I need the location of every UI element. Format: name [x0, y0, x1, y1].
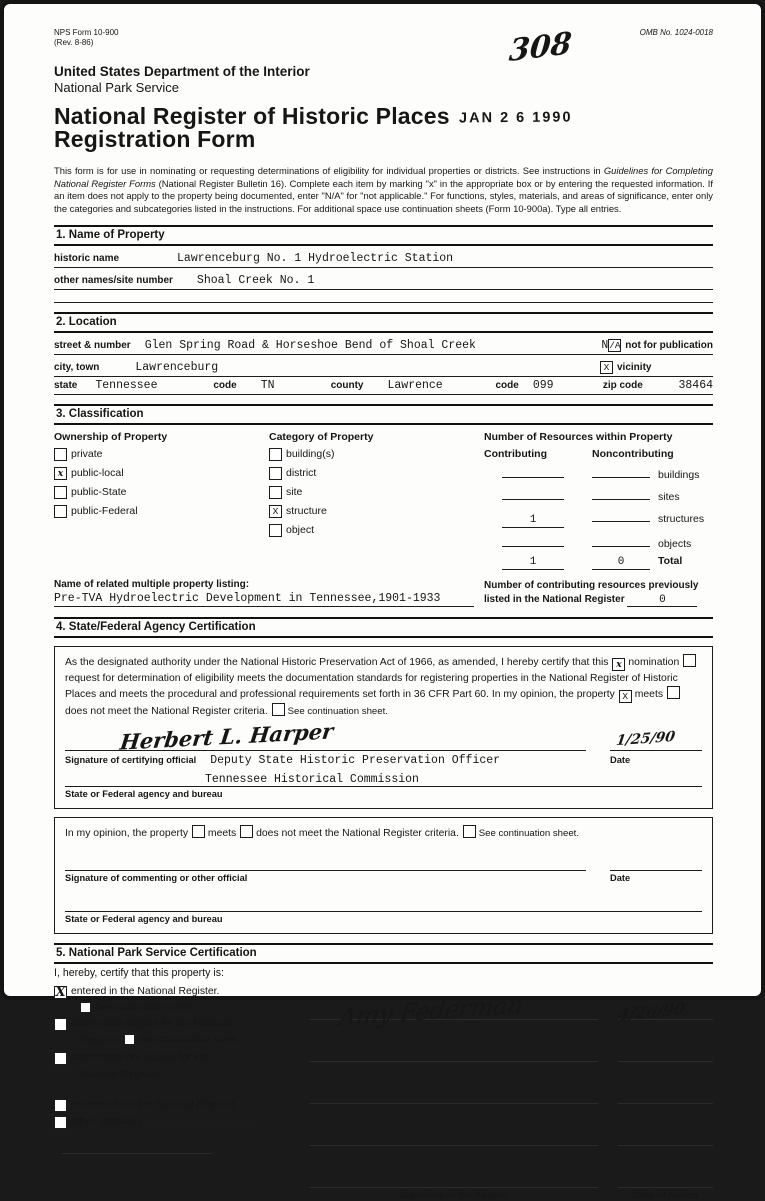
signature-line-4[interactable]: [309, 1131, 598, 1146]
keeper-date-script: 4/26/90: [616, 997, 687, 1025]
keeper-row-4: [309, 1131, 713, 1146]
commenting-signature-row: [65, 854, 702, 871]
blank-row: [54, 290, 713, 303]
ownership-option-public-state: [54, 486, 269, 499]
received-date-stamp: JAN 2 6 1990: [458, 109, 573, 127]
agency-line-1: United States Department of the Interior: [54, 64, 310, 79]
keeper-row-2: [309, 1047, 713, 1062]
zip-value[interactable]: 38464: [678, 378, 713, 392]
resource-row-structures: [484, 508, 713, 528]
entered-continuation-label: See continuation sheet.: [95, 1001, 196, 1013]
commenting-date-field[interactable]: [610, 854, 702, 871]
vicinity-mark: X: [603, 361, 610, 373]
instructions-italic: Guidelines for Completing National Register Forms: [54, 164, 713, 189]
does-not-meet2-label: does not meet the National Register criteria.: [256, 828, 459, 840]
commenting-date-label: Date: [610, 872, 631, 883]
sites-row-label: sites: [658, 490, 680, 503]
city-value: Lawrenceburg: [135, 360, 219, 374]
category-column: [269, 431, 484, 575]
resources-title: Number of Resources within Property: [484, 430, 673, 443]
nps-certification-intro: I, hereby, certify that this property is:: [54, 966, 224, 979]
street-row: [54, 333, 713, 355]
commenting-certification-box: [54, 817, 713, 933]
certification-statement: [65, 654, 702, 720]
does-not-meet-checkbox[interactable]: [667, 686, 680, 699]
certifying-signature-label: Signature of certifying official: [65, 754, 197, 765]
not-eligible-label2: National Register.: [80, 1068, 163, 1080]
buildings-row-label: buildings: [658, 468, 700, 481]
meets-mark: X: [622, 691, 629, 703]
commenting-signature-labels: [65, 872, 702, 886]
request-checkbox[interactable]: [683, 654, 696, 667]
keeper-labels-row: [309, 1190, 713, 1201]
other-names-row: [54, 268, 713, 290]
agency-line-2: National Park Service: [54, 80, 179, 95]
instructions-part2: (National Register Bulletin 16). Complete each item by marking "x" in the appropriate box or by entering the requested information. If an item does not apply to the property being documented, enter "N/A" for "not applicable." For functions, styles, materials, and areas of significance, enter only the categories and subcategories listed in the instructions. For additional space use continuation sheets (Form 10-900a). Type all entries.: [54, 177, 713, 214]
handwritten-page-number: 308: [507, 25, 573, 70]
entered-continuation-checkbox[interactable]: [80, 1002, 91, 1013]
keeper-label: Signature of the Keeper: [399, 1189, 508, 1201]
related-listing-row: [54, 579, 713, 608]
date-line-4[interactable]: [618, 1131, 713, 1146]
nps-certification-body: [54, 985, 713, 1201]
keeper-row-3: [309, 1089, 713, 1104]
nomination-label: nomination: [628, 656, 680, 668]
contributing-header: Contributing: [484, 447, 547, 460]
noncontributing-total-field[interactable]: 0: [592, 556, 650, 570]
object-label: object: [286, 524, 315, 537]
certifying-official-title: Deputy State Historic Preservation Officer: [210, 753, 501, 767]
structure-checkbox[interactable]: [269, 505, 282, 518]
commenting-statement: [65, 825, 702, 842]
does-not-meet2-checkbox[interactable]: [240, 825, 253, 838]
does-not-meet-label: does not meet the National Register criteria.: [65, 706, 268, 718]
other-label: other, (explain:): [71, 1115, 143, 1127]
nomination-checkbox[interactable]: [612, 658, 625, 671]
noncontributing-structures-field[interactable]: [592, 508, 650, 522]
city-field[interactable]: [99, 357, 600, 375]
keeper-row-final: [309, 1173, 713, 1188]
state-code-label: code: [213, 379, 237, 391]
continuation2-label: See continuation sheet.: [478, 828, 580, 840]
resource-row-buildings: [484, 464, 713, 481]
certifying-date-script: 1/25/90: [615, 728, 677, 750]
state-value[interactable]: Tennessee: [95, 378, 158, 392]
certifying-signature-script: Herbert L. Harper: [118, 718, 335, 756]
public-federal-label: public-Federal: [71, 505, 138, 518]
cert-seg2: request for determination of eligibility meets the documentation standards for registering properties in the National Register of Historic Places and meets the procedural and professional requirements set forth in 36 CFR Part 60. In my opinion, the property: [65, 672, 678, 701]
private-checkbox[interactable]: [54, 448, 67, 461]
option-other: [54, 1115, 309, 1129]
structures-row-label: structures: [658, 512, 705, 525]
related-listing-field[interactable]: Pre-TVA Hydroelectric Development in Tennessee,1901-1933: [54, 592, 474, 607]
bottom-left-line: [62, 1143, 212, 1154]
other-names-value: Shoal Creek No. 1: [196, 273, 315, 287]
agency-bureau-value: Tennessee Historical Commission: [205, 773, 419, 787]
not-eligible-checkbox[interactable]: [54, 1052, 67, 1065]
historic-name-row: [54, 246, 713, 268]
option-not-eligible: [54, 1051, 309, 1065]
public-local-label: public-local: [71, 467, 124, 480]
noncontributing-objects-field[interactable]: [592, 533, 650, 547]
county-code-label: code: [495, 379, 519, 391]
certifying-signature-row: [65, 718, 702, 756]
objects-row-label: objects: [658, 537, 692, 550]
district-label: district: [286, 467, 317, 480]
related-listing-label: Name of related multiple property listing:: [54, 578, 250, 590]
city-label: city, town: [54, 361, 100, 373]
previously-listed-label2: listed in the National Register: [484, 594, 625, 606]
determined-eligible-checkbox[interactable]: [54, 1018, 67, 1031]
ownership-option-public-local: [54, 467, 269, 480]
option-determined-eligible: [54, 1017, 309, 1031]
opinion2-seg1: In my opinion, the property: [65, 828, 189, 840]
previously-listed-block: [474, 579, 713, 608]
ownership-option-public-federal: [54, 505, 269, 518]
meets2-label: meets: [207, 828, 237, 840]
category-option-site: [269, 486, 484, 499]
keeper-signature-column: [309, 985, 713, 1201]
zip-label: zip code: [602, 379, 643, 391]
removed-checkbox[interactable]: [54, 1099, 67, 1112]
historic-name-value: Lawrenceburg No. 1 Hydroelectric Station: [177, 251, 454, 265]
city-row: [54, 355, 713, 377]
street-field[interactable]: [131, 335, 602, 353]
nps-options-column: [54, 985, 309, 1201]
meets-label: meets: [634, 689, 664, 701]
signature-line-3[interactable]: [309, 1089, 598, 1104]
na-mark: /A: [609, 339, 621, 351]
resource-row-objects: [484, 533, 713, 550]
public-state-checkbox[interactable]: [54, 486, 67, 499]
site-checkbox[interactable]: [269, 486, 282, 499]
eligible-continuation-label: See continuation sheet.: [138, 1034, 240, 1046]
form-number-block: [54, 28, 118, 48]
commenting-signature-label: Signature of commenting or other official: [65, 872, 248, 883]
meets-checkbox[interactable]: [619, 690, 632, 703]
form-revision: (Rev. 8-86): [54, 38, 94, 47]
not-for-publication-label: not for publication: [625, 339, 713, 351]
contributing-buildings-field[interactable]: [502, 464, 564, 478]
keeper-signature-script: Amy Federman: [336, 989, 526, 1032]
agency-bureau-label: State or Federal agency and bureau: [65, 789, 223, 800]
instructions-part1: This form is for use in nominating or requesting determinations of eligibility for individual properties or districts. See instructions in: [54, 164, 604, 176]
contributing-sites-field[interactable]: [502, 486, 564, 500]
option-entered: [54, 985, 309, 999]
noncontributing-sites-field[interactable]: [592, 486, 650, 500]
structure-mark: X: [272, 505, 279, 517]
option-removed: [54, 1098, 309, 1112]
noncontributing-buildings-field[interactable]: [592, 464, 650, 478]
form-instructions: [54, 165, 713, 215]
date-of-action-label: Date of Action: [633, 1189, 698, 1201]
category-title: Category of Property: [269, 430, 374, 443]
state-label: state: [54, 379, 78, 391]
other-checkbox[interactable]: [54, 1116, 67, 1129]
ownership-option-private: [54, 448, 269, 461]
noncontributing-header: Noncontributing: [592, 447, 674, 460]
street-value: Glen Spring Road & Horseshoe Bend of Shoal Creek: [144, 338, 476, 352]
ownership-title: Ownership of Property: [54, 430, 168, 443]
entered-continuation-row: [80, 1002, 309, 1015]
vicinity-label: vicinity: [617, 361, 652, 373]
category-option-object: [269, 524, 484, 537]
public-local-checkbox[interactable]: [54, 467, 67, 480]
not-eligible-line2: [80, 1068, 309, 1082]
continuation2-checkbox[interactable]: [463, 825, 476, 838]
agency-bureau2-label: State or Federal agency and bureau: [65, 913, 223, 924]
contributing-structures-field[interactable]: 1: [502, 514, 564, 528]
street-label: street & number: [54, 339, 131, 351]
total-row-label: Total: [658, 554, 683, 567]
previously-listed-label1: Number of contributing resources previously: [484, 579, 699, 591]
county-label: county: [330, 379, 364, 391]
other-names-label: other names/site number: [54, 274, 173, 286]
form-title: [54, 105, 713, 152]
meets2-checkbox[interactable]: [192, 825, 205, 838]
other-explain-field[interactable]: [146, 1115, 254, 1127]
other-names-field[interactable]: [173, 270, 713, 288]
commenting-signature-field[interactable]: [65, 854, 586, 871]
removed-label: removed from the National Register.: [71, 1098, 238, 1110]
resource-row-total: [484, 555, 713, 570]
classification-columns: [54, 431, 713, 575]
form-meta-row: [54, 28, 713, 48]
continuation-checkbox[interactable]: [272, 703, 285, 716]
public-federal-checkbox[interactable]: [54, 505, 67, 518]
county-code-value[interactable]: 099: [532, 378, 554, 392]
entered-mark: X: [55, 984, 66, 1000]
date-line-2[interactable]: [618, 1047, 713, 1062]
historic-name-field[interactable]: [119, 248, 713, 266]
section1-heading: 1. Name of Property: [54, 225, 713, 246]
related-listing-block: [54, 579, 474, 608]
certifying-date-label: Date: [610, 754, 631, 765]
district-checkbox[interactable]: [269, 467, 282, 480]
cert-seg1: As the designated authority under the National Historic Preservation Act of 1966, as amended, I hereby certify that this: [65, 656, 609, 668]
vicinity-checkbox[interactable]: [600, 361, 613, 374]
certifying-date-field[interactable]: [610, 728, 702, 751]
contributing-total-field[interactable]: 1: [502, 556, 564, 570]
category-option-district: [269, 467, 484, 480]
agency-bureau-field[interactable]: [65, 771, 702, 787]
continuation-label: See continuation sheet.: [287, 706, 388, 718]
keeper-date-field[interactable]: [616, 997, 713, 1025]
structure-label: structure: [286, 505, 327, 518]
state-certification-box: [54, 646, 713, 809]
ownership-column: [54, 431, 269, 575]
buildings-label: building(s): [286, 448, 335, 461]
determined-eligible-line2: [80, 1034, 309, 1048]
state-code-value[interactable]: TN: [260, 378, 275, 392]
category-option-structure: [269, 505, 484, 518]
private-label: private: [71, 448, 103, 461]
buildings-checkbox[interactable]: [269, 448, 282, 461]
resources-headers: [484, 448, 713, 460]
certifying-signature-field[interactable]: [65, 718, 586, 756]
keeper-signature-field[interactable]: [309, 989, 598, 1032]
entered-label: entered in the National Register.: [71, 985, 220, 997]
not-for-publication-checkbox[interactable]: [608, 339, 621, 352]
section2-heading: 2. Location: [54, 312, 713, 333]
date-line-3[interactable]: [618, 1089, 713, 1104]
public-state-label: public-State: [71, 486, 127, 499]
site-label: site: [286, 486, 303, 499]
entered-checkbox[interactable]: [54, 986, 67, 999]
not-eligible-label: determined not eligible for the: [71, 1051, 208, 1063]
na-prefix: N: [601, 338, 609, 352]
keeper-final-line[interactable]: [309, 1173, 598, 1188]
previously-listed-field[interactable]: 0: [627, 593, 697, 607]
nomination-mark: x: [616, 658, 622, 670]
resource-row-sites: [484, 486, 713, 503]
determined-eligible-label: determined eligible for the National: [71, 1018, 232, 1030]
contributing-objects-field[interactable]: [502, 533, 564, 547]
form-number: NPS Form 10-900: [54, 28, 119, 37]
county-value[interactable]: Lawrence: [387, 378, 443, 392]
state-row: [54, 377, 713, 395]
form-title-line2: Registration Form: [54, 126, 256, 153]
section5-heading: 5. National Park Service Certification: [54, 943, 713, 964]
resources-column: [484, 431, 713, 575]
section4-heading: 4. State/Federal Agency Certification: [54, 617, 713, 638]
signature-line-2[interactable]: [309, 1047, 598, 1062]
section3-heading: 3. Classification: [54, 404, 713, 425]
form-title-line1: National Register of Historic Places: [54, 103, 450, 129]
object-checkbox[interactable]: [269, 524, 282, 537]
public-local-mark: x: [57, 467, 64, 479]
category-option-buildings: [269, 448, 484, 461]
agency-bureau2-field[interactable]: [65, 896, 702, 912]
historic-name-label: historic name: [54, 252, 120, 264]
omb-number: OMB No. 1024-0018: [639, 28, 713, 37]
eligible-continuation-checkbox[interactable]: [124, 1034, 135, 1045]
determined-eligible-label2: Register.: [80, 1035, 122, 1047]
keeper-row-1: [309, 989, 713, 1032]
date-action-line[interactable]: [618, 1173, 713, 1188]
